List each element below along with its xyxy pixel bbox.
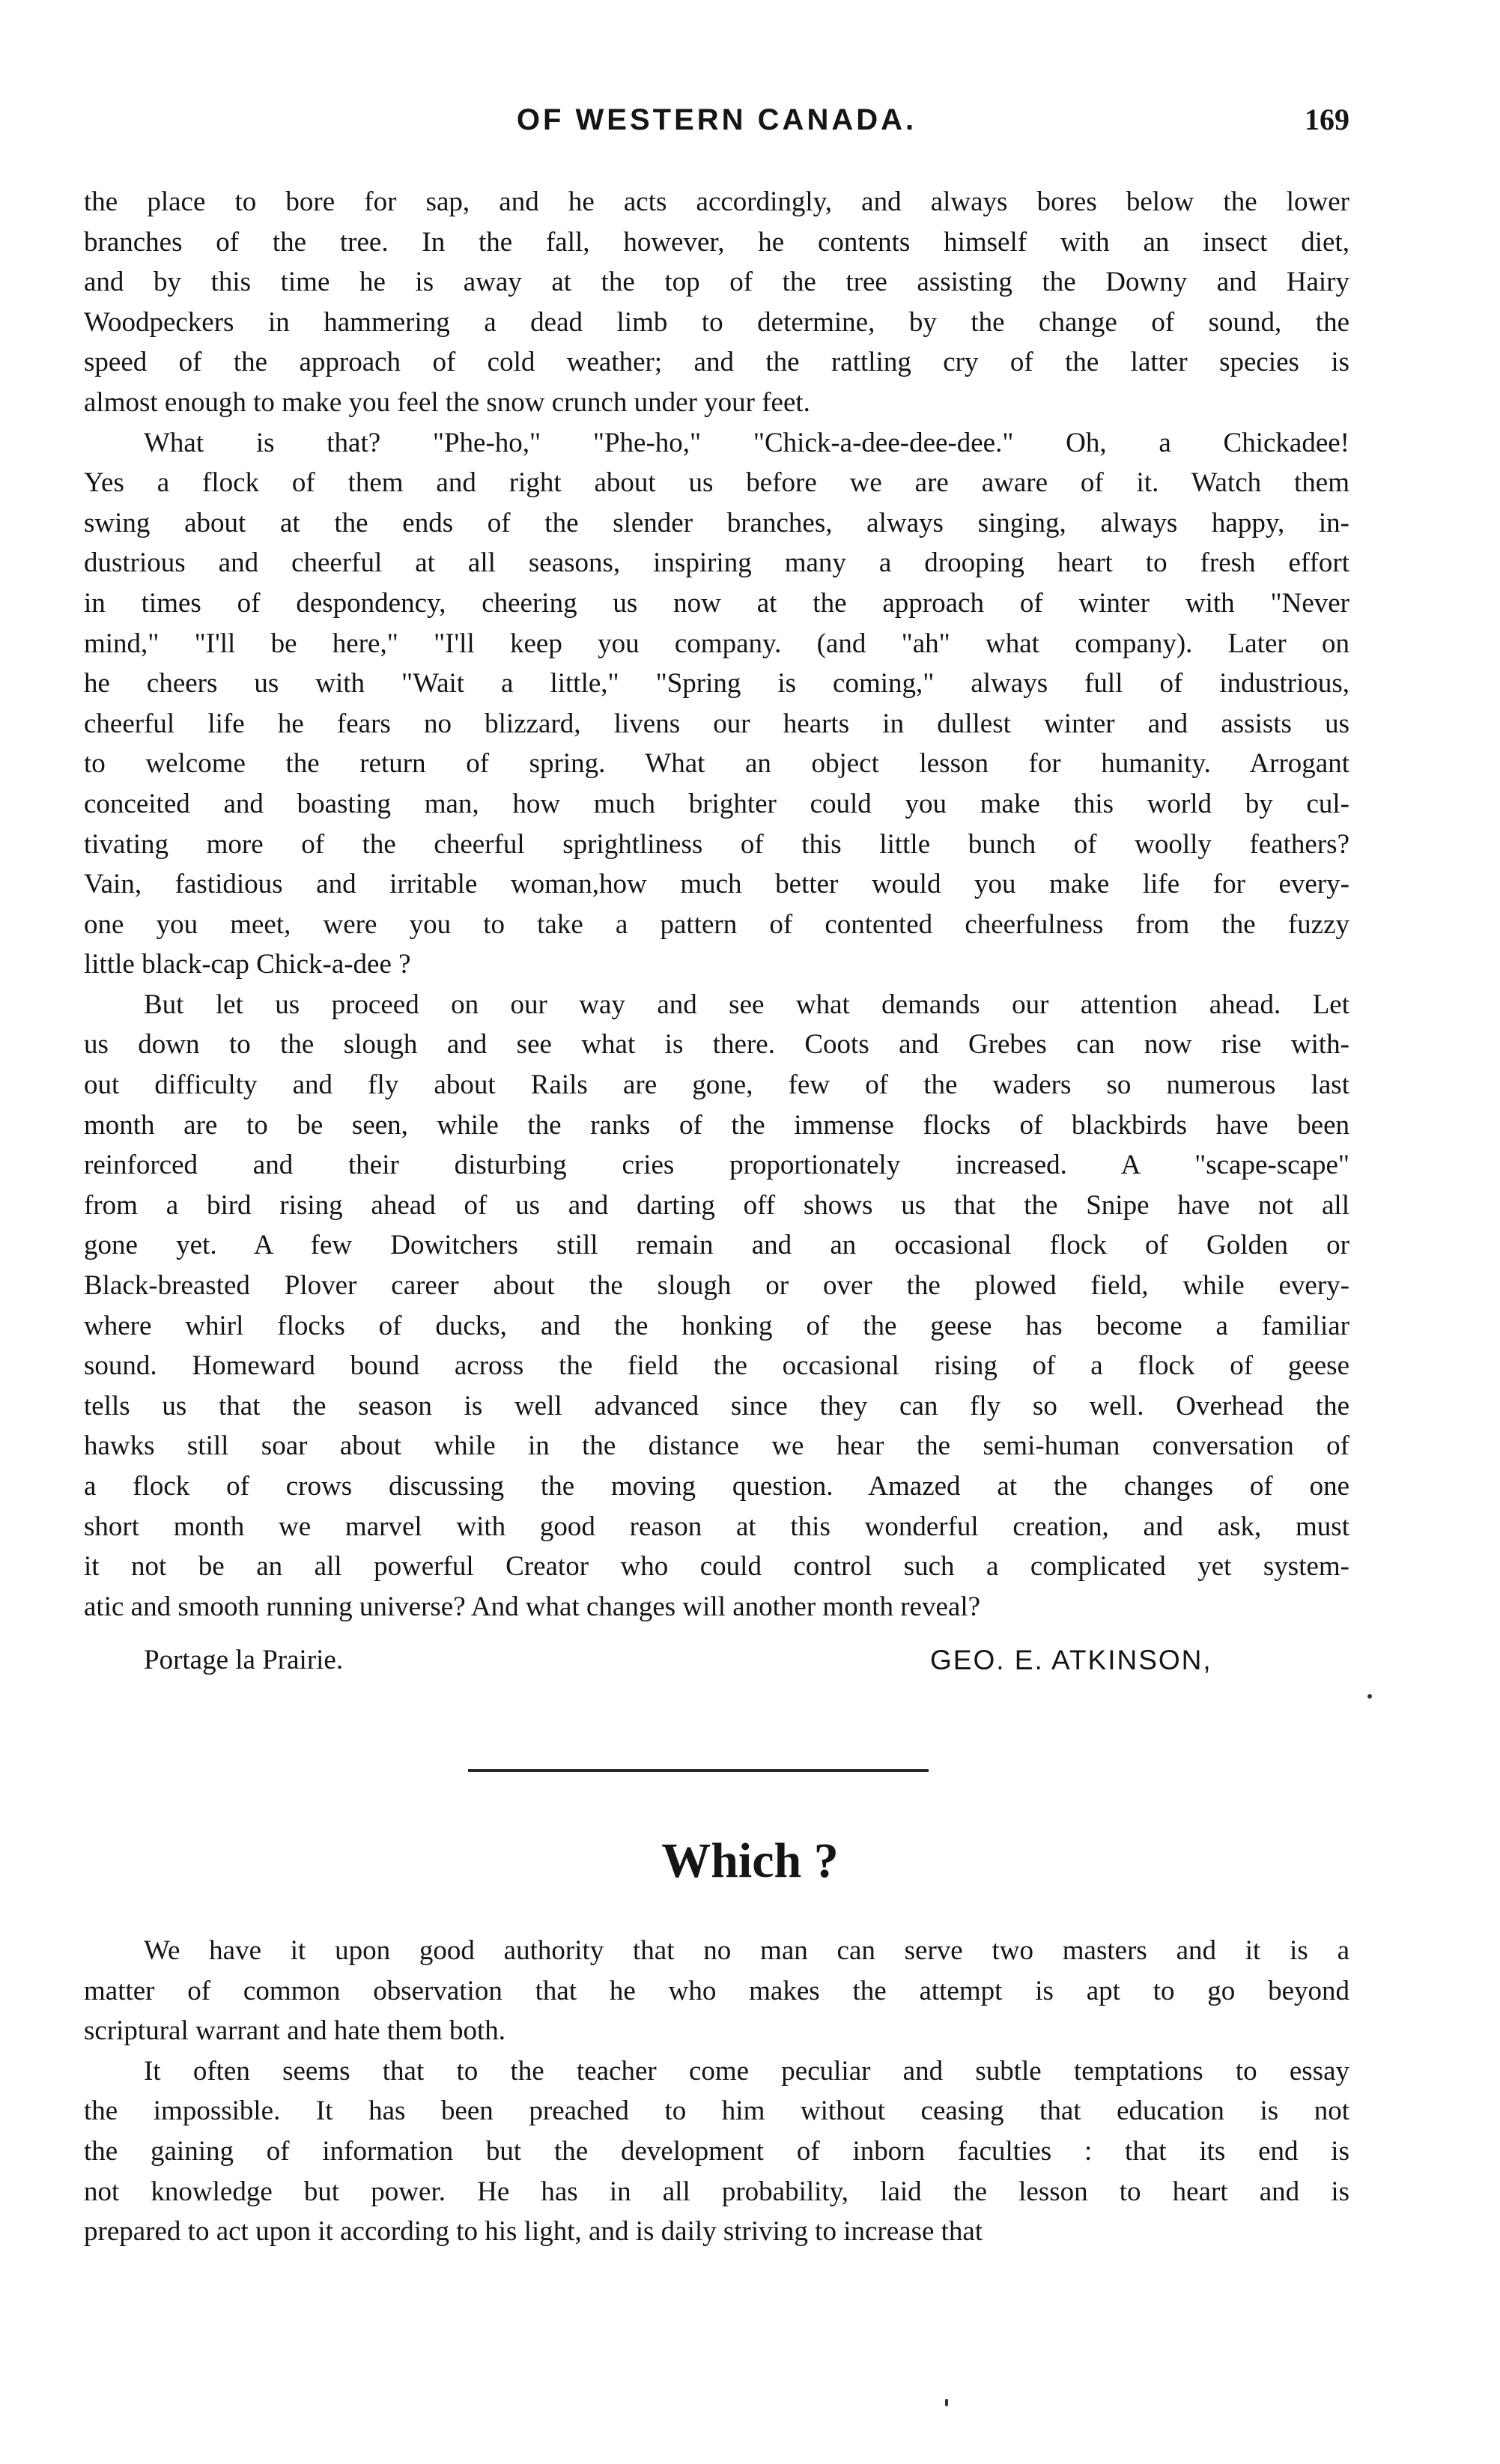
text-row (84, 1466, 1349, 1507)
text-line: prepared to act upon it according to his light, and is daily striving to increase that (84, 2216, 983, 2248)
text-row (84, 1186, 1349, 1226)
text-row (84, 383, 1349, 423)
text-line: tivating more of the cheerful sprightliness of this little bunch of woolly feathers? (84, 828, 1349, 860)
text-line: speed of the approach of cold weather; and the rattling cry of the latter species is (84, 347, 1349, 378)
text-line: and by this time he is away at the top of the tree assisting the Downy and Hairy (84, 267, 1349, 298)
text-line: not knowledge but power. He has in all probability, laid the lesson to heart and is (84, 2176, 1349, 2207)
text-line: gone yet. A few Dowitchers still remain and an occasional flock of Golden or (84, 1230, 1349, 1261)
text-line: Vain, fastidious and irritable woman,how much better would you make life for every- (84, 869, 1349, 900)
text-row (84, 423, 1349, 464)
text-line: Black-breasted Plover career about the slough or over the plowed field, while every- (84, 1270, 1349, 1302)
section-divider (468, 1769, 929, 1772)
text-line: to welcome the return of spring. What an object lesson for humanity. Arrogant (84, 748, 1349, 780)
signature-line (84, 1639, 1349, 1681)
section-heading: Which ? (661, 1833, 839, 1888)
text-line: the gaining of information but the development of inborn faculties : that its end is (84, 2135, 1349, 2167)
text-row (84, 704, 1349, 744)
page-number: 169 (1305, 103, 1349, 136)
text-row (84, 2051, 1349, 2092)
text-row (84, 1025, 1349, 1065)
text-row (84, 944, 1349, 985)
text-row (84, 2131, 1349, 2172)
print-speck (945, 2399, 948, 2406)
text-row (84, 985, 1349, 1025)
text-line: the place to bore for sap, and he acts accordingly, and always bores below the lower (84, 186, 1349, 217)
text-row (84, 905, 1349, 945)
text-row (84, 1971, 1349, 2012)
text-row (84, 182, 1349, 222)
text-row (84, 825, 1349, 865)
text-row (84, 1547, 1349, 1587)
text-row (84, 262, 1349, 303)
text-row (84, 2212, 1349, 2252)
text-line: in times of despondency, cheering us now at the approach of winter with "Never (84, 587, 1349, 619)
text-line: us down to the slough and see what is there. Coots and Grebes can now rise with- (84, 1029, 1349, 1060)
text-line: Yes a flock of them and right about us before we are aware of it. Watch them (84, 467, 1349, 499)
text-row (84, 342, 1349, 383)
text-row (84, 1386, 1349, 1427)
text-row (84, 744, 1349, 784)
text-line: the impossible. It has been preached to him without ceasing that education is not (84, 2096, 1349, 2127)
text-line: It often seems that to the teacher come peculiar and subtle temptations to essay (144, 2055, 1349, 2087)
text-row (84, 2172, 1349, 2212)
running-head (84, 99, 1349, 141)
text-row (84, 1306, 1349, 1347)
text-row (84, 1426, 1349, 1466)
text-line: hawks still soar about while in the distance we hear the semi-human conversation of (84, 1430, 1349, 1462)
text-line: mind," "I'll be here," "I'll keep you company. (and "ah" what company). Later on (84, 628, 1349, 659)
text-line: where whirl flocks of ducks, and the honking of the geese has become a familiar (84, 1310, 1349, 1341)
text-line: conceited and boasting man, how much brighter could you make this world by cul- (84, 788, 1349, 819)
text-line: reinforced and their disturbing cries proportionately increased. A "scape-scape" (84, 1150, 1349, 1181)
text-row (84, 1507, 1349, 1547)
text-line: short month we marvel with good reason at this wonderful creation, and ask, must (84, 1511, 1349, 1542)
text-line: almost enough to make you feel the snow crunch under your feet. (84, 386, 810, 418)
text-row (84, 543, 1349, 583)
text-row (84, 222, 1349, 263)
text-line: swing about at the ends of the slender branches, always singing, always happy, in- (84, 507, 1349, 538)
text-line: dustrious and cheerful at all seasons, inspiring many a drooping heart to fresh effort (84, 547, 1349, 579)
text-row (84, 1931, 1349, 1971)
text-line: We have it upon good authority that no man can serve two masters and it is a (144, 1935, 1349, 1966)
text-line: atic and smooth running universe? And what changes will another month reveal? (84, 1591, 981, 1622)
text-row (84, 303, 1349, 343)
text-line: cheerful life he fears no blizzard, livens our hearts in dullest winter and assists us (84, 708, 1349, 739)
text-row (84, 1065, 1349, 1105)
text-line: he cheers us with "Wait a little," "Spring is coming," always full of industrious, (84, 668, 1349, 700)
paragraph-teacher (84, 2051, 1349, 2252)
text-row (84, 463, 1349, 503)
text-row (84, 503, 1349, 544)
paragraph-slough (84, 985, 1349, 1627)
text-row (84, 2011, 1349, 2051)
text-row (84, 864, 1349, 905)
text-line: Woodpeckers in hammering a dead limb to determine, by the change of sound, the (84, 306, 1349, 338)
text-row (84, 1346, 1349, 1386)
text-line: But let us proceed on our way and see what demands our attention ahead. Let (144, 989, 1349, 1020)
text-row (84, 664, 1349, 704)
text-line: it not be an all powerful Creator who could control such a complicated yet system- (84, 1551, 1349, 1583)
text-line: branches of the tree. In the fall, however, he contents himself with an insect diet, (84, 226, 1349, 258)
text-line: little black-cap Chick-a-dee ? (84, 949, 411, 980)
text-line: month are to be seen, while the ranks of the immense flocks of blackbirds have been (84, 1109, 1349, 1141)
text-line: out difficulty and fly about Rails are gone, few of the waders so numerous last (84, 1069, 1349, 1101)
paragraph-two-masters (84, 1931, 1349, 2051)
paragraph-woodpecker (84, 182, 1349, 423)
article-body-which (84, 1931, 1349, 2252)
text-row (84, 1266, 1349, 1306)
signature-author: GEO. E. ATKINSON, (930, 1645, 1212, 1675)
text-line: a flock of crows discussing the moving question. Amazed at the changes of one (84, 1471, 1349, 1502)
article-body (84, 182, 1349, 1627)
text-row (84, 1105, 1349, 1146)
text-row (84, 583, 1349, 624)
text-row (84, 2091, 1349, 2131)
text-line: from a bird rising ahead of us and darting off shows us that the Snipe have not all (84, 1189, 1349, 1221)
text-line: sound. Homeward bound across the field the occasional rising of a flock of geese (84, 1350, 1349, 1382)
print-speck (1367, 1694, 1372, 1699)
text-line: matter of common observation that he who makes the attempt is apt to go beyond (84, 1975, 1349, 2006)
text-row (84, 624, 1349, 664)
text-line: What is that? "Phe-ho," "Phe-ho," "Chick-a-dee-dee-dee." Oh, a Chickadee! (144, 427, 1349, 458)
signature-place: Portage la Prairie. (144, 1645, 344, 1675)
paragraph-chickadee (84, 423, 1349, 985)
text-row (84, 1145, 1349, 1186)
text-row (84, 1587, 1349, 1627)
text-line: one you meet, were you to take a pattern of contented cheerfulness from the fuzzy (84, 908, 1349, 940)
running-title: OF WESTERN CANADA. (516, 103, 917, 136)
text-line: scriptural warrant and hate them both. (84, 2015, 506, 2047)
text-line: tells us that the season is well advanced since they can fly so well. Overhead the (84, 1390, 1349, 1421)
text-row (84, 1225, 1349, 1266)
text-row (84, 784, 1349, 825)
